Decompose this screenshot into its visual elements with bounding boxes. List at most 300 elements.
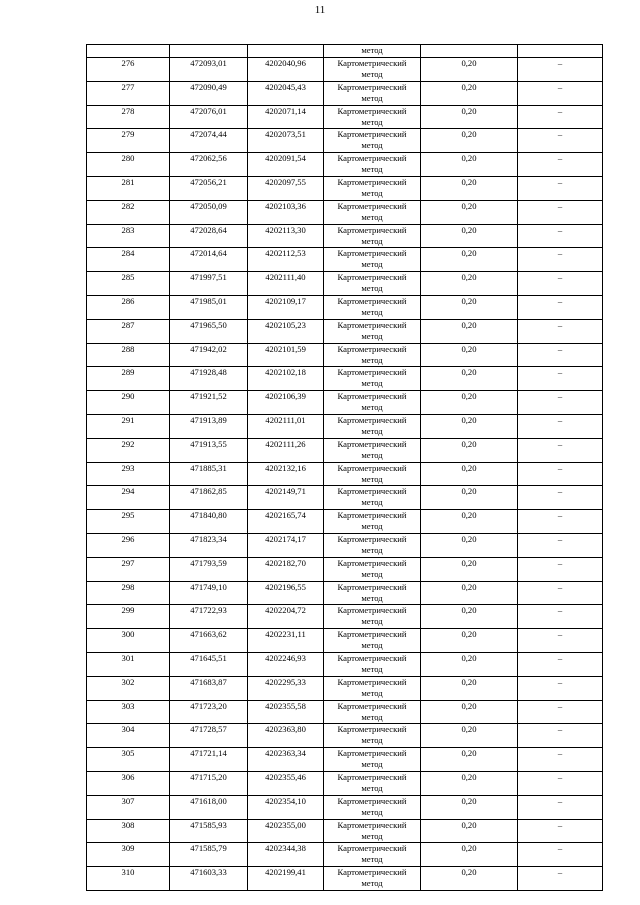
cell-method: [324, 129, 421, 153]
cell-number: 286: [87, 295, 170, 319]
cell-method: [324, 200, 421, 224]
cell-y: 4202091,54: [248, 153, 324, 177]
cell-x: 471585,93: [170, 819, 248, 843]
method-line-2: метод: [361, 187, 383, 198]
method-line-1: Картометрический: [337, 319, 407, 330]
cell-accuracy: 0,20: [421, 771, 518, 795]
method-line-2: метод: [361, 663, 383, 674]
method-line-2: метод: [361, 616, 383, 627]
cell-y: 4202102,18: [248, 367, 324, 391]
cell-accuracy: 0,20: [421, 748, 518, 772]
cell-note: –: [518, 462, 603, 486]
cell-number: 304: [87, 724, 170, 748]
cell-x: 471985,01: [170, 295, 248, 319]
cell-x: 471723,20: [170, 700, 248, 724]
cell-y: 4202182,70: [248, 557, 324, 581]
cell-accuracy: 0,20: [421, 153, 518, 177]
method-line-2: метод: [361, 283, 383, 294]
cell-number: 292: [87, 438, 170, 462]
cell-number: 296: [87, 533, 170, 557]
cell-number: 276: [87, 58, 170, 82]
cell-accuracy: 0,20: [421, 867, 518, 891]
method-line-1: Картометрический: [337, 272, 407, 283]
cell-method: [324, 319, 421, 343]
cell-x: 471913,55: [170, 438, 248, 462]
cell-y: 4202295,33: [248, 676, 324, 700]
cell-accuracy: 0,20: [421, 367, 518, 391]
cell-y: 4202246,93: [248, 652, 324, 676]
cell-accuracy: 0,20: [421, 319, 518, 343]
method-line-1: Картометрический: [337, 200, 407, 211]
cell-method: [324, 343, 421, 367]
cell-method: [324, 153, 421, 177]
cell-y: 4202363,80: [248, 724, 324, 748]
cell-accuracy: 0,20: [421, 414, 518, 438]
cell-note: –: [518, 438, 603, 462]
method-line-1: Картометрический: [337, 129, 407, 140]
cell-x: 472090,49: [170, 81, 248, 105]
cell-note: –: [518, 153, 603, 177]
cell-method: [324, 438, 421, 462]
method-line-2: метод: [361, 425, 383, 436]
method-line-1: Картометрический: [337, 652, 407, 663]
cell-method: [324, 533, 421, 557]
cell-x: 472093,01: [170, 58, 248, 82]
cell-note: –: [518, 319, 603, 343]
cell-method: [324, 676, 421, 700]
cell-accuracy: 0,20: [421, 224, 518, 248]
cell-y: 4202196,55: [248, 581, 324, 605]
table-row: [87, 438, 603, 462]
cell-y: 4202113,30: [248, 224, 324, 248]
cell-note: –: [518, 843, 603, 867]
cell-number: 280: [87, 153, 170, 177]
method-line-2: метод: [361, 711, 383, 722]
method-line-1: Картометрический: [337, 81, 407, 92]
table-row: [87, 771, 603, 795]
cell-y: 4202354,10: [248, 795, 324, 819]
cell-number: 284: [87, 248, 170, 272]
method-line-1: Картометрический: [337, 486, 407, 497]
table-row: [87, 486, 603, 510]
cell-y: 4202355,00: [248, 819, 324, 843]
cell-method: [324, 557, 421, 581]
cell-y: 4202231,11: [248, 629, 324, 653]
cell-y: [248, 45, 324, 58]
cell-y: 4202103,36: [248, 200, 324, 224]
method-line-1: Картометрический: [337, 724, 407, 735]
cell-number: 306: [87, 771, 170, 795]
cell-x: 471721,14: [170, 748, 248, 772]
cell-number: 282: [87, 200, 170, 224]
cell-x: 471921,52: [170, 391, 248, 415]
method-line-2: метод: [361, 640, 383, 651]
cell-number: 288: [87, 343, 170, 367]
method-line-1: Картометрический: [337, 367, 407, 378]
cell-accuracy: 0,20: [421, 272, 518, 296]
cell-accuracy: 0,20: [421, 81, 518, 105]
cell-y: 4202174,17: [248, 533, 324, 557]
cell-y: 4202344,38: [248, 843, 324, 867]
table-row: [87, 795, 603, 819]
cell-x: 471942,02: [170, 343, 248, 367]
method-line-1: Картометрический: [337, 629, 407, 640]
method-line-1: Картометрический: [337, 819, 407, 830]
cell-note: –: [518, 343, 603, 367]
page-number: 11: [314, 4, 326, 16]
coordinates-table: [86, 44, 603, 891]
cell-note: –: [518, 819, 603, 843]
table-row: [87, 510, 603, 534]
cell-accuracy: 0,20: [421, 295, 518, 319]
method-line-1: Картометрический: [337, 248, 407, 259]
method-line-1: Картометрический: [337, 58, 407, 68]
table-row: [87, 605, 603, 629]
cell-accuracy: 0,20: [421, 652, 518, 676]
cell-method: [324, 652, 421, 676]
cell-accuracy: 0,20: [421, 200, 518, 224]
cell-x: 471585,79: [170, 843, 248, 867]
cell-x: 471618,00: [170, 795, 248, 819]
table-row: [87, 414, 603, 438]
cell-number: 289: [87, 367, 170, 391]
cell-method: [324, 462, 421, 486]
method-line-1: Картометрический: [337, 676, 407, 687]
cell-number: 301: [87, 652, 170, 676]
cell-x: 471715,20: [170, 771, 248, 795]
cell-note: –: [518, 629, 603, 653]
cell-note: –: [518, 605, 603, 629]
cell-x: 472050,09: [170, 200, 248, 224]
method-line-2: метод: [361, 449, 383, 460]
cell-x: 471997,51: [170, 272, 248, 296]
table-row: [87, 105, 603, 129]
cell-x: 472074,44: [170, 129, 248, 153]
method-line-1: Картометрический: [337, 414, 407, 425]
cell-y: 4202101,59: [248, 343, 324, 367]
cell-note: –: [518, 652, 603, 676]
method-line-1: Картометрический: [337, 867, 407, 878]
cell-accuracy: 0,20: [421, 819, 518, 843]
table-row: [87, 319, 603, 343]
cell-number: 298: [87, 581, 170, 605]
cell-y: 4202106,39: [248, 391, 324, 415]
cell-number: 299: [87, 605, 170, 629]
table-row: [87, 652, 603, 676]
cell-number: 297: [87, 557, 170, 581]
cell-x: 471913,89: [170, 414, 248, 438]
cell-x: 471663,62: [170, 629, 248, 653]
method-line-1: Картометрический: [337, 510, 407, 521]
cell-accuracy: 0,20: [421, 843, 518, 867]
method-line-2: метод: [361, 211, 383, 222]
method-line-1: Картометрический: [337, 295, 407, 306]
cell-accuracy: 0,20: [421, 629, 518, 653]
cell-note: [518, 45, 603, 58]
cell-note: –: [518, 676, 603, 700]
cell-accuracy: 0,20: [421, 533, 518, 557]
method-line-1: Картометрический: [337, 557, 407, 568]
method-line-2: метод: [361, 354, 383, 365]
cell-method: [324, 724, 421, 748]
cell-number: 293: [87, 462, 170, 486]
cell-method: метод: [324, 45, 421, 58]
cell-accuracy: 0,20: [421, 438, 518, 462]
coordinates-table-body: [87, 45, 603, 891]
cell-y: 4202073,51: [248, 129, 324, 153]
cell-x: [170, 45, 248, 58]
cell-x: 471862,85: [170, 486, 248, 510]
cell-number: 278: [87, 105, 170, 129]
method-line-2: метод: [361, 378, 383, 389]
cell-number: 287: [87, 319, 170, 343]
cell-method: [324, 581, 421, 605]
table-row: [87, 224, 603, 248]
cell-method: [324, 295, 421, 319]
method-line-1: Картометрический: [337, 105, 407, 116]
cell-x: 471885,31: [170, 462, 248, 486]
cell-note: –: [518, 771, 603, 795]
cell-y: 4202112,53: [248, 248, 324, 272]
table-row: [87, 81, 603, 105]
method-line-1: Картометрический: [337, 700, 407, 711]
cell-number: 290: [87, 391, 170, 415]
cell-x: 471603,33: [170, 867, 248, 891]
table-row: [87, 867, 603, 891]
cell-accuracy: 0,20: [421, 343, 518, 367]
cell-note: –: [518, 414, 603, 438]
cell-accuracy: 0,20: [421, 724, 518, 748]
cell-number: 277: [87, 81, 170, 105]
cell-x: 472076,01: [170, 105, 248, 129]
cell-number: 294: [87, 486, 170, 510]
cell-note: –: [518, 795, 603, 819]
cell-number: 281: [87, 176, 170, 200]
cell-y: 4202111,40: [248, 272, 324, 296]
method-line-1: Картометрический: [337, 224, 407, 235]
cell-number: 300: [87, 629, 170, 653]
cell-x: 471749,10: [170, 581, 248, 605]
cell-method: [324, 629, 421, 653]
cell-note: –: [518, 248, 603, 272]
table-row: [87, 462, 603, 486]
cell-note: –: [518, 867, 603, 891]
cell-note: –: [518, 486, 603, 510]
cell-note: –: [518, 295, 603, 319]
method-line-2: метод: [361, 92, 383, 103]
cell-accuracy: [421, 45, 518, 58]
method-line-1: Картометрический: [337, 391, 407, 402]
method-line-1: Картометрический: [337, 605, 407, 616]
cell-note: –: [518, 105, 603, 129]
method-line-2: метод: [361, 854, 383, 865]
cell-method: [324, 748, 421, 772]
cell-accuracy: 0,20: [421, 510, 518, 534]
cell-method: [324, 367, 421, 391]
table-row: [87, 129, 603, 153]
method-line-2: метод: [361, 330, 383, 341]
cell-accuracy: 0,20: [421, 486, 518, 510]
cell-method: [324, 843, 421, 867]
cell-method: [324, 486, 421, 510]
cell-y: 4202111,26: [248, 438, 324, 462]
method-line-1: Картометрический: [337, 343, 407, 354]
cell-x: 471928,48: [170, 367, 248, 391]
cell-accuracy: 0,20: [421, 795, 518, 819]
table-row: [87, 176, 603, 200]
cell-note: –: [518, 272, 603, 296]
cell-method: [324, 819, 421, 843]
method-line-2: метод: [361, 544, 383, 555]
cell-accuracy: 0,20: [421, 462, 518, 486]
cell-y: 4202355,58: [248, 700, 324, 724]
table-row: [87, 557, 603, 581]
method-line-1: Картометрический: [337, 795, 407, 806]
table-row: [87, 819, 603, 843]
cell-method: [324, 414, 421, 438]
method-line-2: метод: [361, 140, 383, 151]
method-line-2: метод: [361, 497, 383, 508]
method-line-2: метод: [361, 306, 383, 317]
cell-note: –: [518, 700, 603, 724]
cell-number: [87, 45, 170, 58]
cell-number: 291: [87, 414, 170, 438]
method-line-1: Картометрический: [337, 153, 407, 164]
method-line-1: Картометрический: [337, 581, 407, 592]
cell-number: 310: [87, 867, 170, 891]
cell-number: 309: [87, 843, 170, 867]
cell-method: [324, 105, 421, 129]
cell-x: 471823,34: [170, 533, 248, 557]
method-line-2: метод: [361, 878, 383, 889]
cell-y: 4202109,17: [248, 295, 324, 319]
cell-x: 471722,93: [170, 605, 248, 629]
cell-y: 4202097,55: [248, 176, 324, 200]
method-line-2: метод: [361, 568, 383, 579]
cell-accuracy: 0,20: [421, 176, 518, 200]
cell-x: 471728,57: [170, 724, 248, 748]
cell-y: 4202071,14: [248, 105, 324, 129]
cell-x: 472028,64: [170, 224, 248, 248]
table-row: [87, 391, 603, 415]
method-line-1: Картометрический: [337, 533, 407, 544]
method-line-2: метод: [361, 69, 383, 79]
cell-accuracy: 0,20: [421, 581, 518, 605]
table-row: [87, 153, 603, 177]
cell-note: –: [518, 391, 603, 415]
table-row: [87, 533, 603, 557]
cell-number: 303: [87, 700, 170, 724]
method-line-2: метод: [361, 759, 383, 770]
cell-y: 4202355,46: [248, 771, 324, 795]
table-row: [87, 58, 603, 82]
cell-method: [324, 867, 421, 891]
cell-y: 4202105,23: [248, 319, 324, 343]
cell-x: 471840,80: [170, 510, 248, 534]
method-line-2: метод: [361, 735, 383, 746]
cell-accuracy: 0,20: [421, 248, 518, 272]
cell-x: 471965,50: [170, 319, 248, 343]
method-line-2: метод: [361, 473, 383, 484]
cell-number: 305: [87, 748, 170, 772]
table-row: [87, 581, 603, 605]
cell-accuracy: 0,20: [421, 129, 518, 153]
cell-x: 472014,64: [170, 248, 248, 272]
method-line-1: Картометрический: [337, 176, 407, 187]
method-line-2: метод: [361, 592, 383, 603]
cell-method: [324, 81, 421, 105]
method-line-1: Картометрический: [337, 462, 407, 473]
method-line-2: метод: [361, 687, 383, 698]
method-line-2: метод: [361, 830, 383, 841]
cell-y: 4202199,41: [248, 867, 324, 891]
cell-x: 471683,87: [170, 676, 248, 700]
cell-note: –: [518, 81, 603, 105]
cell-accuracy: 0,20: [421, 605, 518, 629]
table-row: [87, 248, 603, 272]
cell-note: –: [518, 557, 603, 581]
continued-row: [87, 45, 603, 58]
cell-note: –: [518, 510, 603, 534]
cell-method: [324, 176, 421, 200]
method-line-1: Картометрический: [337, 438, 407, 449]
cell-y: 4202040,96: [248, 58, 324, 82]
cell-method: [324, 700, 421, 724]
table-row: [87, 748, 603, 772]
cell-number: 307: [87, 795, 170, 819]
method-line-1: Картометрический: [337, 771, 407, 782]
cell-method: [324, 605, 421, 629]
method-line-2: метод: [361, 164, 383, 175]
cell-method: [324, 248, 421, 272]
cell-note: –: [518, 58, 603, 82]
table-row: [87, 676, 603, 700]
cell-note: –: [518, 129, 603, 153]
table-row: [87, 629, 603, 653]
cell-number: 285: [87, 272, 170, 296]
cell-method: [324, 272, 421, 296]
cell-number: 308: [87, 819, 170, 843]
method-line-2: метод: [361, 235, 383, 246]
cell-method: [324, 510, 421, 534]
cell-note: –: [518, 367, 603, 391]
method-line-1: Картометрический: [337, 748, 407, 759]
cell-method: [324, 771, 421, 795]
table-row: [87, 843, 603, 867]
method-line-2: метод: [361, 806, 383, 817]
cell-note: –: [518, 581, 603, 605]
cell-number: 295: [87, 510, 170, 534]
cell-method: [324, 58, 421, 82]
cell-accuracy: 0,20: [421, 557, 518, 581]
method-line-2: метод: [361, 259, 383, 270]
cell-number: 283: [87, 224, 170, 248]
table-row: [87, 272, 603, 296]
cell-accuracy: 0,20: [421, 58, 518, 82]
cell-note: –: [518, 748, 603, 772]
cell-accuracy: 0,20: [421, 700, 518, 724]
cell-accuracy: 0,20: [421, 105, 518, 129]
cell-number: 302: [87, 676, 170, 700]
cell-method: [324, 224, 421, 248]
method-line-2: метод: [361, 116, 383, 127]
table-row: [87, 367, 603, 391]
table-row: [87, 700, 603, 724]
cell-y: 4202204,72: [248, 605, 324, 629]
cell-y: 4202045,43: [248, 81, 324, 105]
cell-y: 4202132,16: [248, 462, 324, 486]
cell-note: –: [518, 533, 603, 557]
